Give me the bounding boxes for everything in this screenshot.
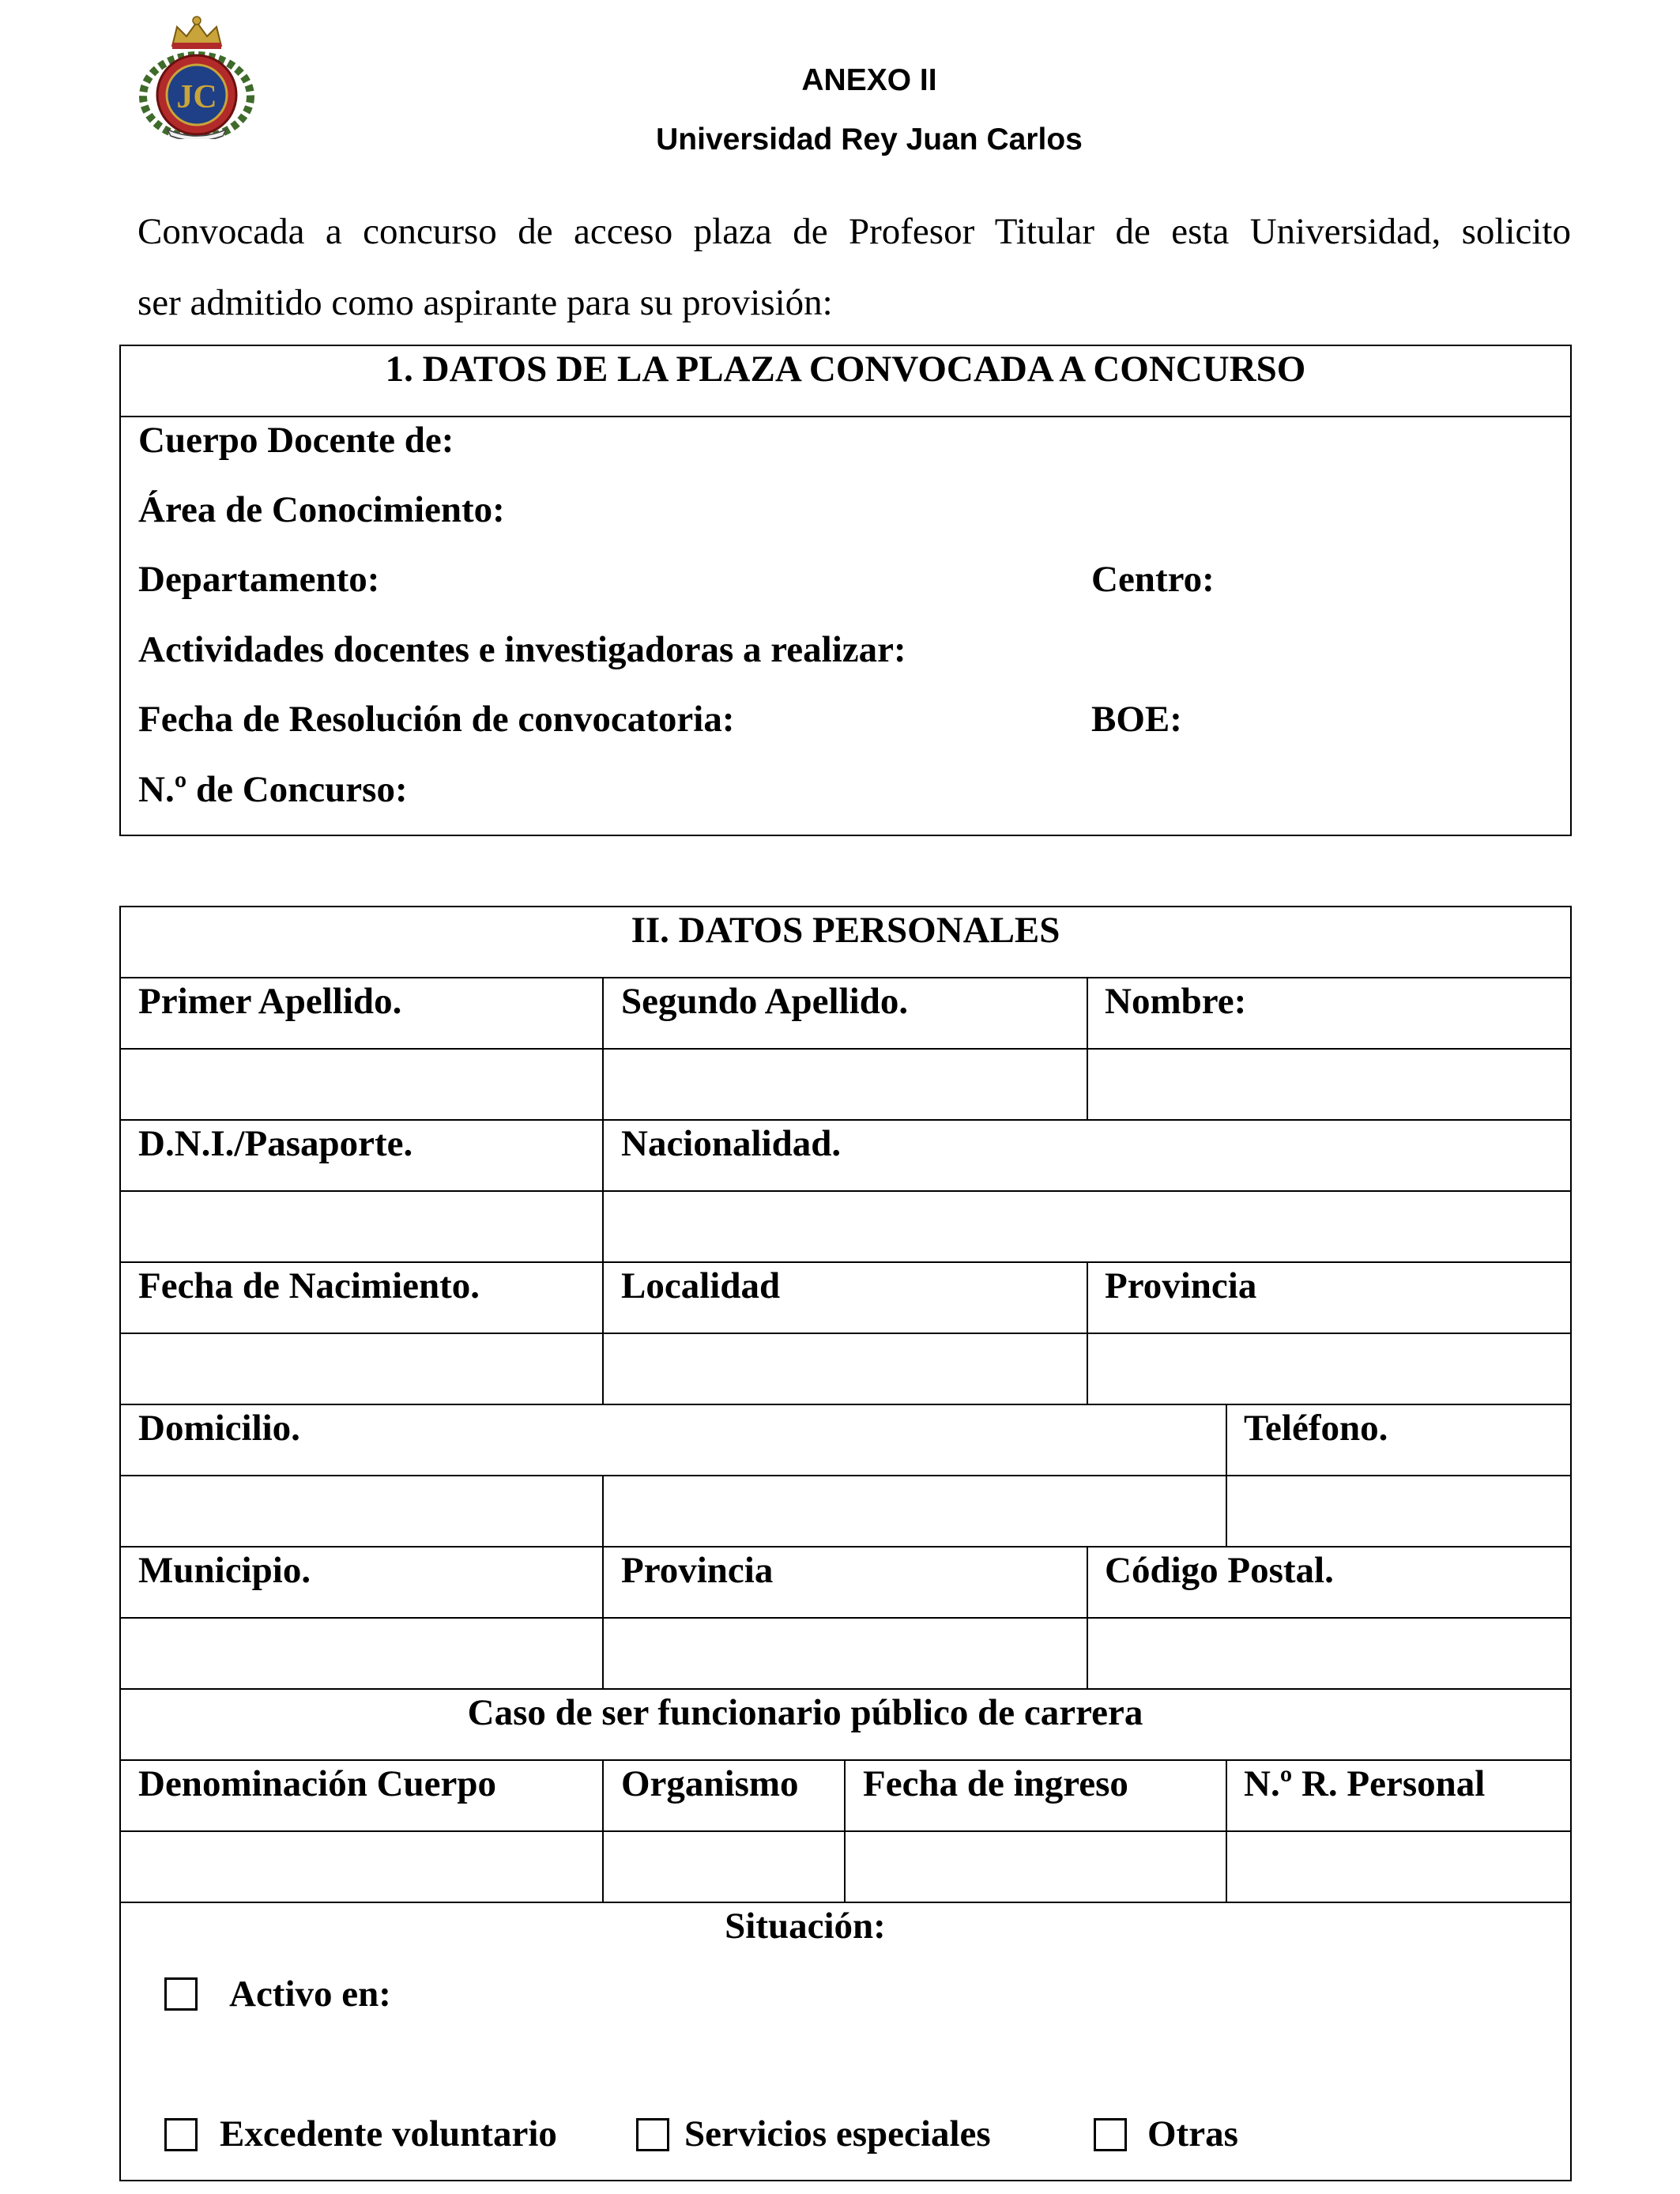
funcionario-heading: Caso de ser funcionario público de carrera [467, 1692, 1143, 1733]
localidad-field[interactable] [604, 1334, 1087, 1404]
grid-line-h [119, 1404, 1572, 1405]
section-2-title: II. DATOS PERSONALES [631, 910, 1060, 951]
nacionalidad-label: Nacionalidad. [621, 1123, 842, 1164]
fecha-ingreso-field[interactable] [846, 1832, 1226, 1902]
intro-line-1: Convocada a concurso de acceso plaza de Profesor Titular de esta Universidad, solicito [137, 211, 1571, 252]
section-1-title-divider [119, 416, 1572, 417]
provincia-domicilio-field[interactable] [604, 1619, 1087, 1688]
svg-text:JC: JC [176, 79, 217, 115]
grid-line-h [119, 1261, 1572, 1263]
grid-line-h [119, 977, 1572, 978]
fecha-ingreso-label: Fecha de ingreso [863, 1763, 1128, 1804]
servicios-especiales-label: Servicios especiales [684, 2113, 991, 2154]
localidad-label: Localidad [621, 1265, 781, 1306]
annex-title: ANEXO II [801, 63, 937, 97]
otras-label: Otras [1147, 2113, 1238, 2154]
nombre-field[interactable] [1088, 1050, 1570, 1119]
provincia-domicilio-label: Provincia [621, 1550, 774, 1591]
domicilio-field[interactable] [121, 1476, 1226, 1546]
provincia-label: Provincia [1105, 1265, 1257, 1306]
nrp-field[interactable] [1227, 1832, 1570, 1902]
cuerpo-docente-label: Cuerpo Docente de: [138, 420, 454, 461]
denominacion-cuerpo-field[interactable] [121, 1832, 602, 1902]
nrp-label: N.º R. Personal [1244, 1763, 1486, 1804]
grid-line-h [119, 1119, 1572, 1121]
municipio-label: Municipio. [138, 1550, 311, 1591]
fecha-nacimiento-label: Fecha de Nacimiento. [138, 1265, 480, 1306]
nacionalidad-field[interactable] [604, 1192, 1570, 1261]
grid-line-h [119, 1688, 1572, 1690]
provincia-field[interactable] [1088, 1334, 1570, 1404]
departamento-label: Departamento: [138, 559, 380, 600]
codigo-postal-label: Código Postal. [1105, 1550, 1334, 1591]
intro-line-2: ser admitido como aspirante para su provisión: [137, 282, 833, 323]
servicios-especiales-checkbox[interactable] [636, 2118, 669, 2151]
codigo-postal-field[interactable] [1088, 1619, 1570, 1688]
university-name: Universidad Rey Juan Carlos [656, 123, 1083, 156]
primer-apellido-field[interactable] [121, 1050, 602, 1119]
centro-label: Centro: [1091, 559, 1215, 600]
grid-line-h [119, 1546, 1572, 1547]
fecha-resolucion-label: Fecha de Resolución de convocatoria: [138, 699, 735, 740]
boe-label: BOE: [1091, 699, 1182, 740]
excedente-checkbox[interactable] [164, 2118, 198, 2151]
numero-concurso-label: N.º de Concurso: [138, 769, 408, 810]
grid-line-h [119, 1902, 1572, 1903]
excedente-label: Excedente voluntario [220, 2113, 557, 2154]
segundo-apellido-label: Segundo Apellido. [621, 981, 909, 1022]
otras-checkbox[interactable] [1094, 2118, 1127, 2151]
telefono-field[interactable] [1227, 1476, 1570, 1546]
dni-field[interactable] [121, 1192, 602, 1261]
grid-line-h [119, 1759, 1572, 1761]
section-1-title: 1. DATOS DE LA PLAZA CONVOCADA A CONCURSO [385, 349, 1306, 390]
denominacion-cuerpo-label: Denominación Cuerpo [138, 1763, 497, 1804]
segundo-apellido-field[interactable] [604, 1050, 1087, 1119]
domicilio-label: Domicilio. [138, 1408, 300, 1449]
organismo-field[interactable] [604, 1832, 844, 1902]
dni-label: D.N.I./Pasaporte. [138, 1123, 413, 1164]
organismo-label: Organismo [621, 1763, 799, 1804]
actividades-label: Actividades docentes e investigadoras a realizar: [138, 629, 906, 670]
municipio-field[interactable] [121, 1619, 602, 1688]
activo-label: Activo en: [229, 1973, 391, 2015]
area-conocimiento-label: Área de Conocimiento: [138, 489, 505, 530]
primer-apellido-label: Primer Apellido. [138, 981, 402, 1022]
situacion-heading: Situación: [725, 1906, 886, 1947]
fecha-nacimiento-field[interactable] [121, 1334, 602, 1404]
telefono-label: Teléfono. [1244, 1408, 1388, 1449]
activo-checkbox[interactable] [164, 1977, 198, 2011]
nombre-label: Nombre: [1105, 981, 1247, 1022]
